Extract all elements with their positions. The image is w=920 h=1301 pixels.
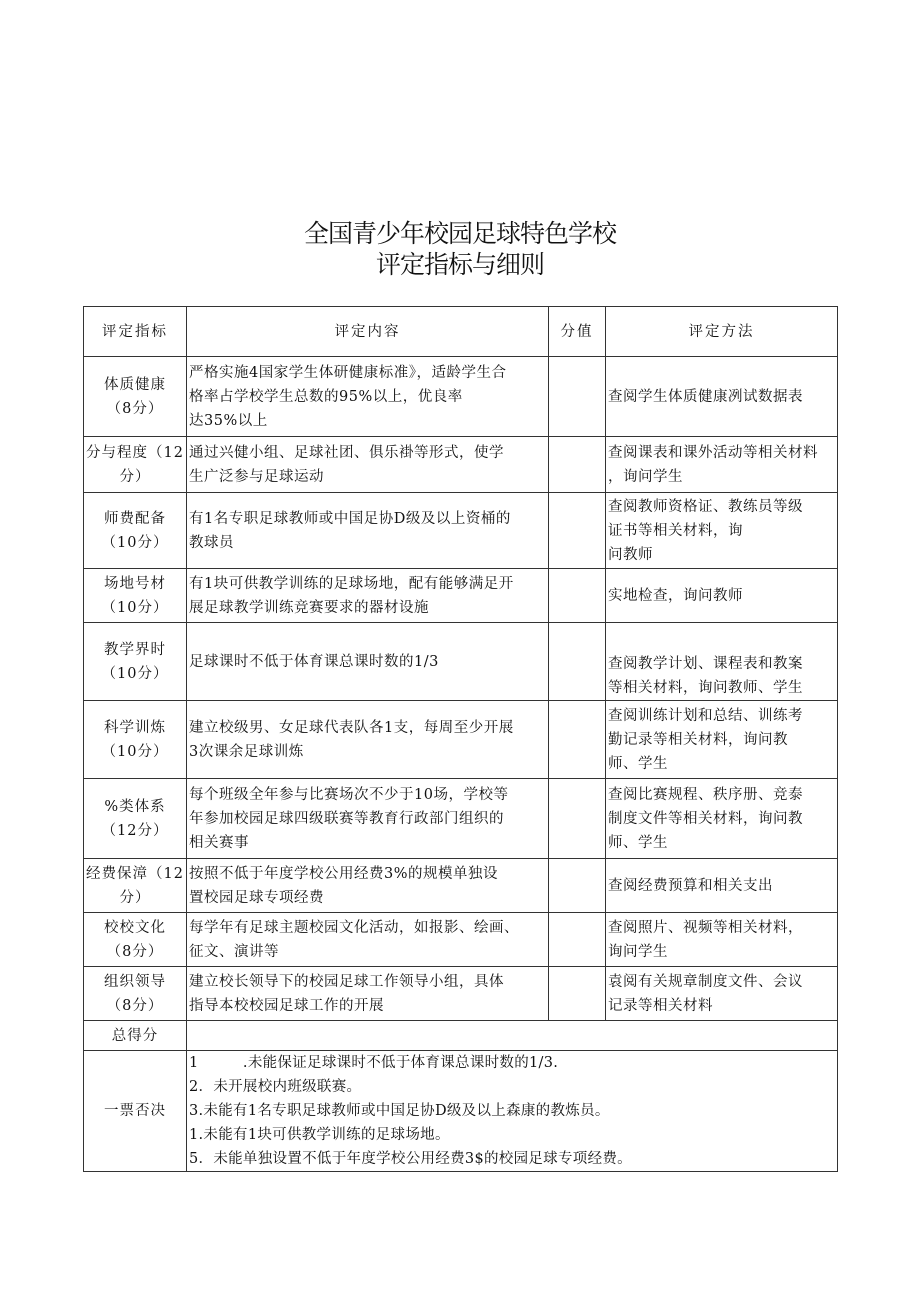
content-line: 相关赛事 xyxy=(189,834,249,851)
table-row xyxy=(84,357,838,437)
table-row xyxy=(84,701,838,779)
content-cell xyxy=(187,357,549,437)
method-cell xyxy=(606,859,838,913)
content-line: 指导本校校园足球工作的开展 xyxy=(189,997,384,1014)
table-row xyxy=(84,859,838,913)
score-cell xyxy=(549,779,606,859)
method-cell xyxy=(606,437,838,493)
method-line: 实地检查，询问教师 xyxy=(608,587,743,604)
method-line: 问教师 xyxy=(608,546,653,563)
indicator-name: 组织领导 xyxy=(104,973,166,990)
indicator-points: （10分） xyxy=(101,665,169,682)
header-score: 分值 xyxy=(549,307,606,357)
content-line: 有1名专职足球教师或中国足协D级及以上资桶的 xyxy=(189,510,511,527)
table-row xyxy=(84,493,838,569)
veto-row xyxy=(84,1051,838,1172)
veto-items xyxy=(187,1051,838,1172)
indicator-cell xyxy=(84,437,187,493)
content-line: 3次课余足球训炼 xyxy=(189,743,304,760)
indicator-points: （10分） xyxy=(101,534,169,551)
indicator-points: （10分） xyxy=(101,743,169,760)
header-content: 评定内容 xyxy=(187,307,549,357)
method-line: 师、学生 xyxy=(608,834,668,851)
content-line: 达35%以上 xyxy=(189,412,268,429)
indicator-points: 分） xyxy=(119,889,151,906)
content-line: 每个班级全年参与比赛场次不少于10场，学校等 xyxy=(189,786,509,803)
indicator-cell xyxy=(84,623,187,701)
score-cell xyxy=(549,357,606,437)
content-cell xyxy=(187,859,549,913)
method-line: 询问学生 xyxy=(608,943,668,960)
score-cell xyxy=(549,701,606,779)
method-line: 师、学生 xyxy=(608,755,668,772)
method-line: 证书等相关材料，询 xyxy=(608,522,743,539)
veto-item: 3.未能有1名专职足球教师或中国足协D级及以上森康的教炼员。 xyxy=(189,1103,610,1119)
content-line: 建立校级男、女足球代表队各1支，每周至少开展 xyxy=(189,719,514,736)
method-line: 查阅训练计划和总结、训练考 xyxy=(608,707,803,724)
criteria-table xyxy=(83,306,838,1172)
table-row xyxy=(84,437,838,493)
veto-item: 5．未能单独设置不低于年度学校公用经费3$的校园足球专项经费。 xyxy=(189,1151,632,1167)
score-cell xyxy=(549,913,606,967)
method-line: 查阅比赛规程、秩序册、竞泰 xyxy=(608,786,803,803)
indicator-cell xyxy=(84,569,187,623)
table-row xyxy=(84,779,838,859)
content-line: 展足球教学训练竞赛要求的器材设施 xyxy=(189,599,429,616)
method-cell xyxy=(606,569,838,623)
indicator-name: 分与程度（12 xyxy=(86,444,184,461)
content-line: 年参加校园足球四级联赛等教育行政部门组织的 xyxy=(189,810,504,827)
indicator-name: 校校文化 xyxy=(104,919,166,936)
method-line: 查阅学生体质健康冽试数据表 xyxy=(608,388,803,405)
content-cell xyxy=(187,779,549,859)
content-line: 通过兴健小组、足球社团、俱乐褂等形式，使学 xyxy=(189,444,504,461)
method-cell xyxy=(606,913,838,967)
indicator-name: 体质健康 xyxy=(104,376,166,393)
content-line: 生广泛参与足球运动 xyxy=(189,468,324,485)
method-cell xyxy=(606,623,838,701)
content-line: 教球员 xyxy=(189,534,234,551)
method-line: 等相关材料，询问教师、学生 xyxy=(608,680,803,696)
content-cell xyxy=(187,913,549,967)
content-line: 有1块可供教学训练的足球场地，配有能够满足开 xyxy=(189,575,514,592)
indicator-name: 经费保漳（12 xyxy=(86,865,184,882)
content-cell xyxy=(187,701,549,779)
indicator-points: （8分） xyxy=(106,400,164,417)
content-line: 足球课时不低于体育课总课时数的1/3 xyxy=(189,653,439,670)
header-indicator: 评定指标 xyxy=(84,307,187,357)
score-cell xyxy=(549,493,606,569)
table-row xyxy=(84,967,838,1021)
indicator-name: 科学训炼 xyxy=(104,719,166,736)
total-value-cell xyxy=(187,1021,838,1051)
method-line: 袁阅有关规章制度文件、会议 xyxy=(608,973,803,990)
veto-item: 1 .未能保证足球课时不低于体育课总课时数的1/3. xyxy=(189,1055,559,1071)
table-row xyxy=(84,913,838,967)
veto-item: 1.未能有1块可供教学训练的足球场地。 xyxy=(189,1127,450,1143)
indicator-cell xyxy=(84,913,187,967)
indicator-points: （8分） xyxy=(106,997,164,1014)
content-cell xyxy=(187,623,549,701)
title-line-2: 评定指标与细则 xyxy=(375,250,544,279)
score-cell xyxy=(549,569,606,623)
total-label: 总得分 xyxy=(84,1021,187,1051)
score-cell xyxy=(549,967,606,1021)
total-row xyxy=(84,1021,838,1051)
method-cell xyxy=(606,493,838,569)
method-cell xyxy=(606,967,838,1021)
method-line: 制度文件等相关材料，询问教 xyxy=(608,810,803,827)
header-method: 评定方法 xyxy=(606,307,838,357)
method-line: ，询问学生 xyxy=(608,468,683,485)
indicator-cell xyxy=(84,967,187,1021)
method-cell xyxy=(606,357,838,437)
method-cell xyxy=(606,779,838,859)
content-line: 按照不低于年度学校公用经费3%的规模单独设 xyxy=(189,865,499,882)
veto-item: 2．未开展校内班级联赛。 xyxy=(189,1079,362,1095)
score-cell xyxy=(549,437,606,493)
score-cell xyxy=(549,859,606,913)
method-line: 查阅照片、视频等相关材料， xyxy=(608,919,803,936)
indicator-name: 师费配备 xyxy=(104,510,166,527)
indicator-points: （12分） xyxy=(101,822,169,839)
content-cell xyxy=(187,437,549,493)
content-line: 征文、演讲等 xyxy=(189,943,279,960)
indicator-cell xyxy=(84,779,187,859)
indicator-cell xyxy=(84,859,187,913)
method-line: 记录等相关材料 xyxy=(608,997,713,1014)
indicator-cell xyxy=(84,701,187,779)
method-line: 查阅教师资格证、教练员等级 xyxy=(608,498,803,515)
indicator-points: （10分） xyxy=(101,599,169,616)
indicator-name: 场地号材 xyxy=(104,575,166,592)
table-row xyxy=(84,623,838,701)
content-line: 严格实施4国家学生体研健康标准》，适龄学生合 xyxy=(189,364,507,381)
indicator-points: 分） xyxy=(119,468,151,485)
method-line: 勤记录等相关材料，询问教 xyxy=(608,731,788,748)
content-line: 置校园足球专项经费 xyxy=(189,889,324,906)
content-cell xyxy=(187,569,549,623)
title-line-1: 全国青少年校园足球特色学校 xyxy=(303,219,616,248)
veto-label: 一票否决 xyxy=(84,1051,187,1172)
table-row xyxy=(84,569,838,623)
method-cell xyxy=(606,701,838,779)
document-title xyxy=(0,218,920,280)
table-body xyxy=(84,357,838,1021)
indicator-name: %类体系 xyxy=(104,798,166,815)
indicator-points: （8分） xyxy=(106,943,164,960)
indicator-name: 教学界时 xyxy=(104,641,166,658)
table-header-row xyxy=(84,307,838,357)
indicator-cell xyxy=(84,357,187,437)
content-cell xyxy=(187,967,549,1021)
content-line: 格率占学校学生总数的95%以上，优良率 xyxy=(189,388,463,405)
method-line: 查阅教学计划、课程表和教案 xyxy=(608,656,803,672)
method-line: 查阅经费预算和相关支出 xyxy=(608,877,773,894)
content-cell xyxy=(187,493,549,569)
content-line: 每学年有足球主题校园文化活动，如报影、绘画、 xyxy=(189,919,519,936)
score-cell xyxy=(549,623,606,701)
method-line: 查阅课表和课外活动等相关材料 xyxy=(608,444,818,461)
indicator-cell xyxy=(84,493,187,569)
content-line: 建立校长领导下的校园足球工作领导小组，具体 xyxy=(189,973,504,990)
